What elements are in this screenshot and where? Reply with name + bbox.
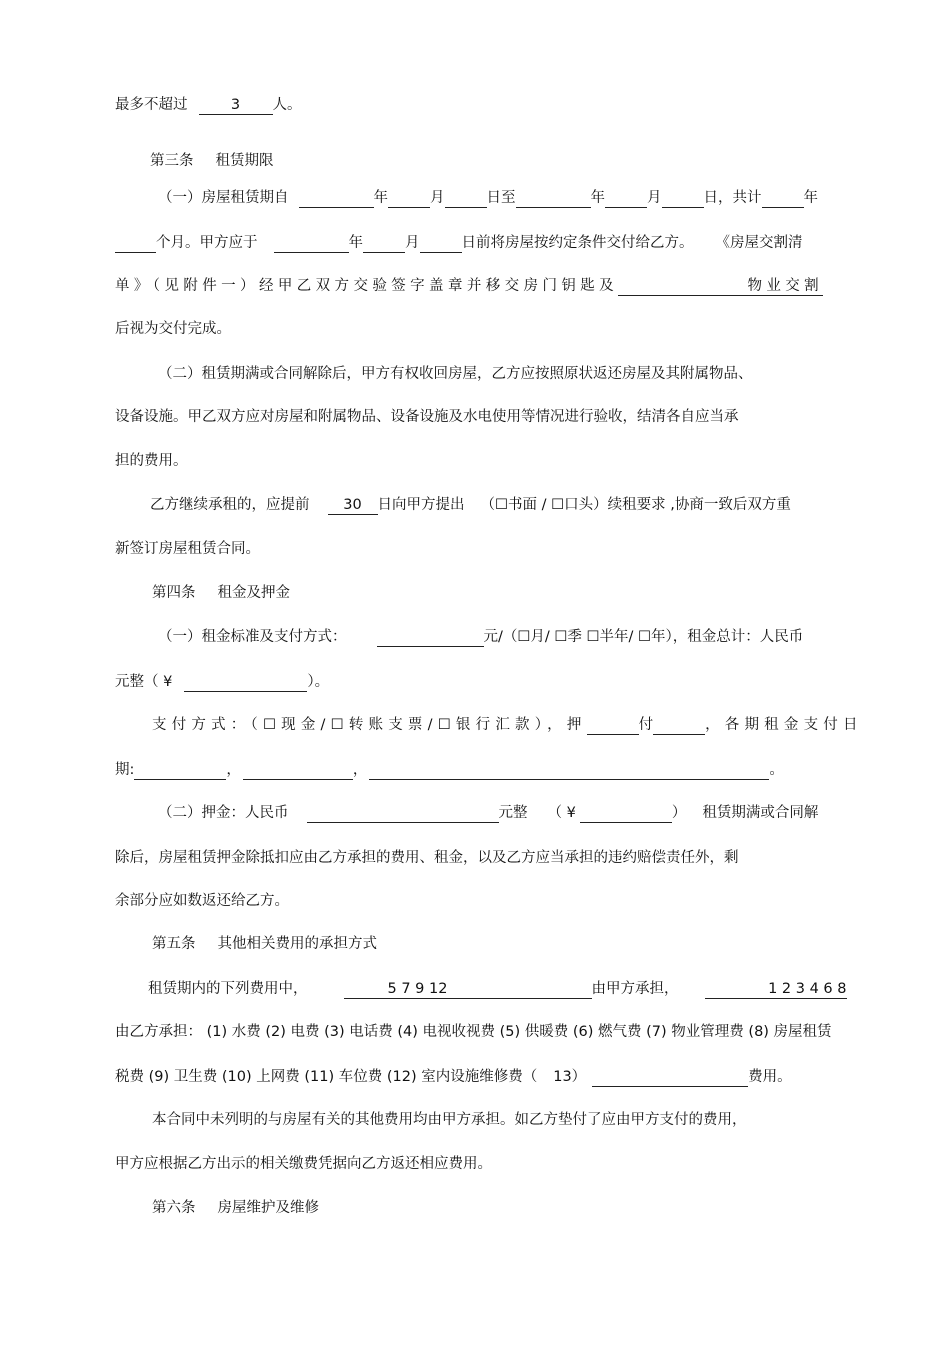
section-title: 租赁期限 — [215, 153, 274, 169]
return-clause-line-1 — [158, 364, 753, 384]
deposit-months-field[interactable] — [587, 717, 639, 735]
text: 月 — [647, 190, 662, 206]
end-month-field[interactable] — [605, 190, 647, 208]
text: ） — [671, 805, 687, 821]
text: 租赁期满或合同解 — [702, 805, 819, 821]
text: 最多不超过 — [115, 97, 188, 113]
fee-list-line-1 — [115, 1022, 832, 1042]
text: （二）押金：人民币 — [158, 805, 289, 821]
text: ）。 — [307, 674, 330, 690]
text: 乙方继续承租的，应提前 — [150, 497, 310, 513]
return-clause-line-2 — [115, 407, 739, 427]
section-6-heading — [152, 1198, 319, 1218]
total-months-field[interactable] — [115, 235, 156, 253]
text: 租赁期内的下列费用中， — [148, 981, 308, 997]
text: ） — [571, 1069, 587, 1085]
text: 余部分应如数返还给乙方。 — [115, 893, 289, 909]
text: 日向甲方提出 — [377, 497, 465, 513]
text: ， — [352, 762, 368, 778]
text: 元整 — [498, 805, 528, 821]
rent-total-line — [115, 672, 329, 692]
delivery-date-line — [115, 233, 803, 253]
handover-line — [115, 276, 823, 296]
text: 单》（见附件一）经甲乙双方交验签字盖章并移交房门钥匙及 — [115, 278, 619, 294]
text: 设备设施。甲乙双方应对房屋和附属物品、设备设施及水电使用等情况进行验收，结清各自应当承 — [115, 409, 739, 425]
text: 日前将房屋按约定条件交付给乙方。 — [461, 235, 694, 251]
other-fees-line-1 — [152, 1110, 747, 1130]
text: （一）房屋租赁期自 — [158, 190, 289, 206]
other-fee-number: 13 — [553, 1069, 572, 1085]
text: ， — [226, 762, 241, 778]
text: 。 — [769, 762, 784, 778]
max-occupants-field[interactable]: 3 — [199, 97, 273, 115]
text: 本合同中未列明的与房屋有关的其他费用均由甲方承担。如乙方垫付了应由甲方支付的费用， — [152, 1112, 747, 1128]
section-number: 第四条 — [152, 585, 196, 601]
text: 甲方应根据乙方出示的相关缴费凭据向乙方返还相应费用。 — [115, 1156, 492, 1172]
deposit-number-field[interactable] — [580, 805, 672, 823]
payment-date-3-field[interactable] — [369, 762, 769, 780]
end-day-field[interactable] — [662, 190, 704, 208]
end-year-field[interactable] — [516, 190, 591, 208]
delivery-day-field[interactable] — [420, 235, 462, 253]
rent-standard-line — [158, 627, 803, 647]
renewal-method-options[interactable]: （☐书面 / ☐口头）续租要求 — [480, 497, 666, 513]
return-clause-line-3 — [115, 451, 188, 471]
start-day-field[interactable] — [445, 190, 487, 208]
deposit-line-3 — [115, 891, 289, 911]
text: ，各期租金支付日 — [705, 717, 863, 733]
other-fees-line-2 — [115, 1154, 492, 1174]
section-4-heading — [152, 583, 290, 603]
deposit-line-2 — [115, 848, 739, 868]
text: 月 — [430, 190, 445, 206]
text: 元整（ ¥ — [115, 674, 173, 690]
section-5-heading — [152, 934, 377, 954]
text: （ ¥ — [547, 805, 576, 821]
text: （二）租赁期满或合同解除后，甲方有权收回房屋，乙方应按照原状返还房屋及其附属物品、 — [158, 366, 753, 382]
text: 除后，房屋租赁押金除抵扣应由乙方承担的费用、租金，以及乙方应当承担的违约赔偿责任外，剩 — [115, 850, 739, 866]
text: （一）租金标准及支付方式： — [158, 629, 347, 645]
text: 物业交割 — [747, 278, 824, 294]
landlord-fees-field[interactable] — [344, 981, 592, 999]
fee-allocation-line — [148, 979, 847, 999]
text: 年 — [590, 190, 605, 206]
start-month-field[interactable] — [388, 190, 430, 208]
payment-date-1-field[interactable] — [134, 762, 226, 780]
total-years-field[interactable] — [762, 190, 804, 208]
text: ,协商一致后双方重 — [665, 497, 791, 513]
rent-total-amount-field[interactable] — [184, 674, 307, 692]
rent-period-options[interactable]: 元/（☐月/ ☐季 ☐半年/ ☐年），租金总计：人民币 — [483, 629, 804, 645]
delivery-month-field[interactable] — [363, 235, 405, 253]
text: 个月。甲方应于 — [156, 235, 258, 251]
section-title: 其他相关费用的承担方式 — [217, 936, 377, 952]
section-number: 第六条 — [152, 1200, 196, 1216]
fee-list-line-2 — [115, 1067, 792, 1087]
text: 费用。 — [748, 1069, 792, 1085]
section-number: 第五条 — [152, 936, 196, 952]
deposit-amount-field[interactable] — [307, 805, 499, 823]
text: 日至 — [486, 190, 516, 206]
text: 期: — [115, 762, 135, 778]
renewal-line — [150, 495, 791, 515]
payment-date-2-field[interactable] — [243, 762, 353, 780]
renewal-line-2 — [115, 539, 260, 559]
property-handover-field[interactable] — [618, 278, 823, 296]
start-year-field[interactable] — [299, 190, 374, 208]
text: 新签订房屋租赁合同。 — [115, 541, 260, 557]
lease-period-line — [158, 188, 818, 208]
landlord-fee-items: 5 7 9 12 — [387, 981, 448, 997]
delivery-year-field[interactable] — [274, 235, 349, 253]
text: 人。 — [272, 97, 302, 113]
section-3-heading — [150, 151, 274, 171]
text: 由乙方承担： (1) 水费 (2) 电费 (3) 电话费 (4) 电视收视费 (5) 供暖费 (6) 燃气费 (7) 物业管理费 (8) 房屋租赁 — [115, 1024, 832, 1040]
payment-method-options[interactable]: 支付方式：（☐现金/☐转账支票/☐银行汇款），押 — [152, 717, 587, 733]
text: 担的费用。 — [115, 453, 188, 469]
pay-months-field[interactable] — [653, 717, 705, 735]
section-number: 第三条 — [150, 153, 194, 169]
text: 年 — [348, 235, 363, 251]
renewal-notice-days-field[interactable]: 30 — [328, 497, 378, 515]
text: 后视为交付完成。 — [115, 321, 231, 337]
tenant-fees-field[interactable]: 1 2 3 4 6 8 — [705, 981, 847, 999]
text: ，共计 — [718, 190, 762, 206]
text: 《房屋交割清 — [715, 235, 803, 251]
text: 日 — [703, 190, 718, 206]
text: 付 — [638, 717, 654, 733]
payment-method-line — [152, 715, 863, 735]
rent-amount-field[interactable] — [377, 629, 484, 647]
section-title: 租金及押金 — [217, 585, 290, 601]
handover-complete-line — [115, 319, 231, 339]
payment-dates-line — [115, 760, 784, 780]
text: 由甲方承担， — [591, 981, 679, 997]
text: 税费 (9) 卫生费 (10) 上网费 (11) 车位费 (12) 室内设施维修费（ — [115, 1069, 538, 1085]
text: 年 — [373, 190, 388, 206]
deposit-line — [158, 803, 818, 823]
occupant-limit-line — [115, 95, 302, 115]
text: 年 — [803, 190, 818, 206]
text: 月 — [405, 235, 420, 251]
section-title: 房屋维护及维修 — [217, 1200, 319, 1216]
other-fee-field[interactable] — [592, 1069, 748, 1087]
